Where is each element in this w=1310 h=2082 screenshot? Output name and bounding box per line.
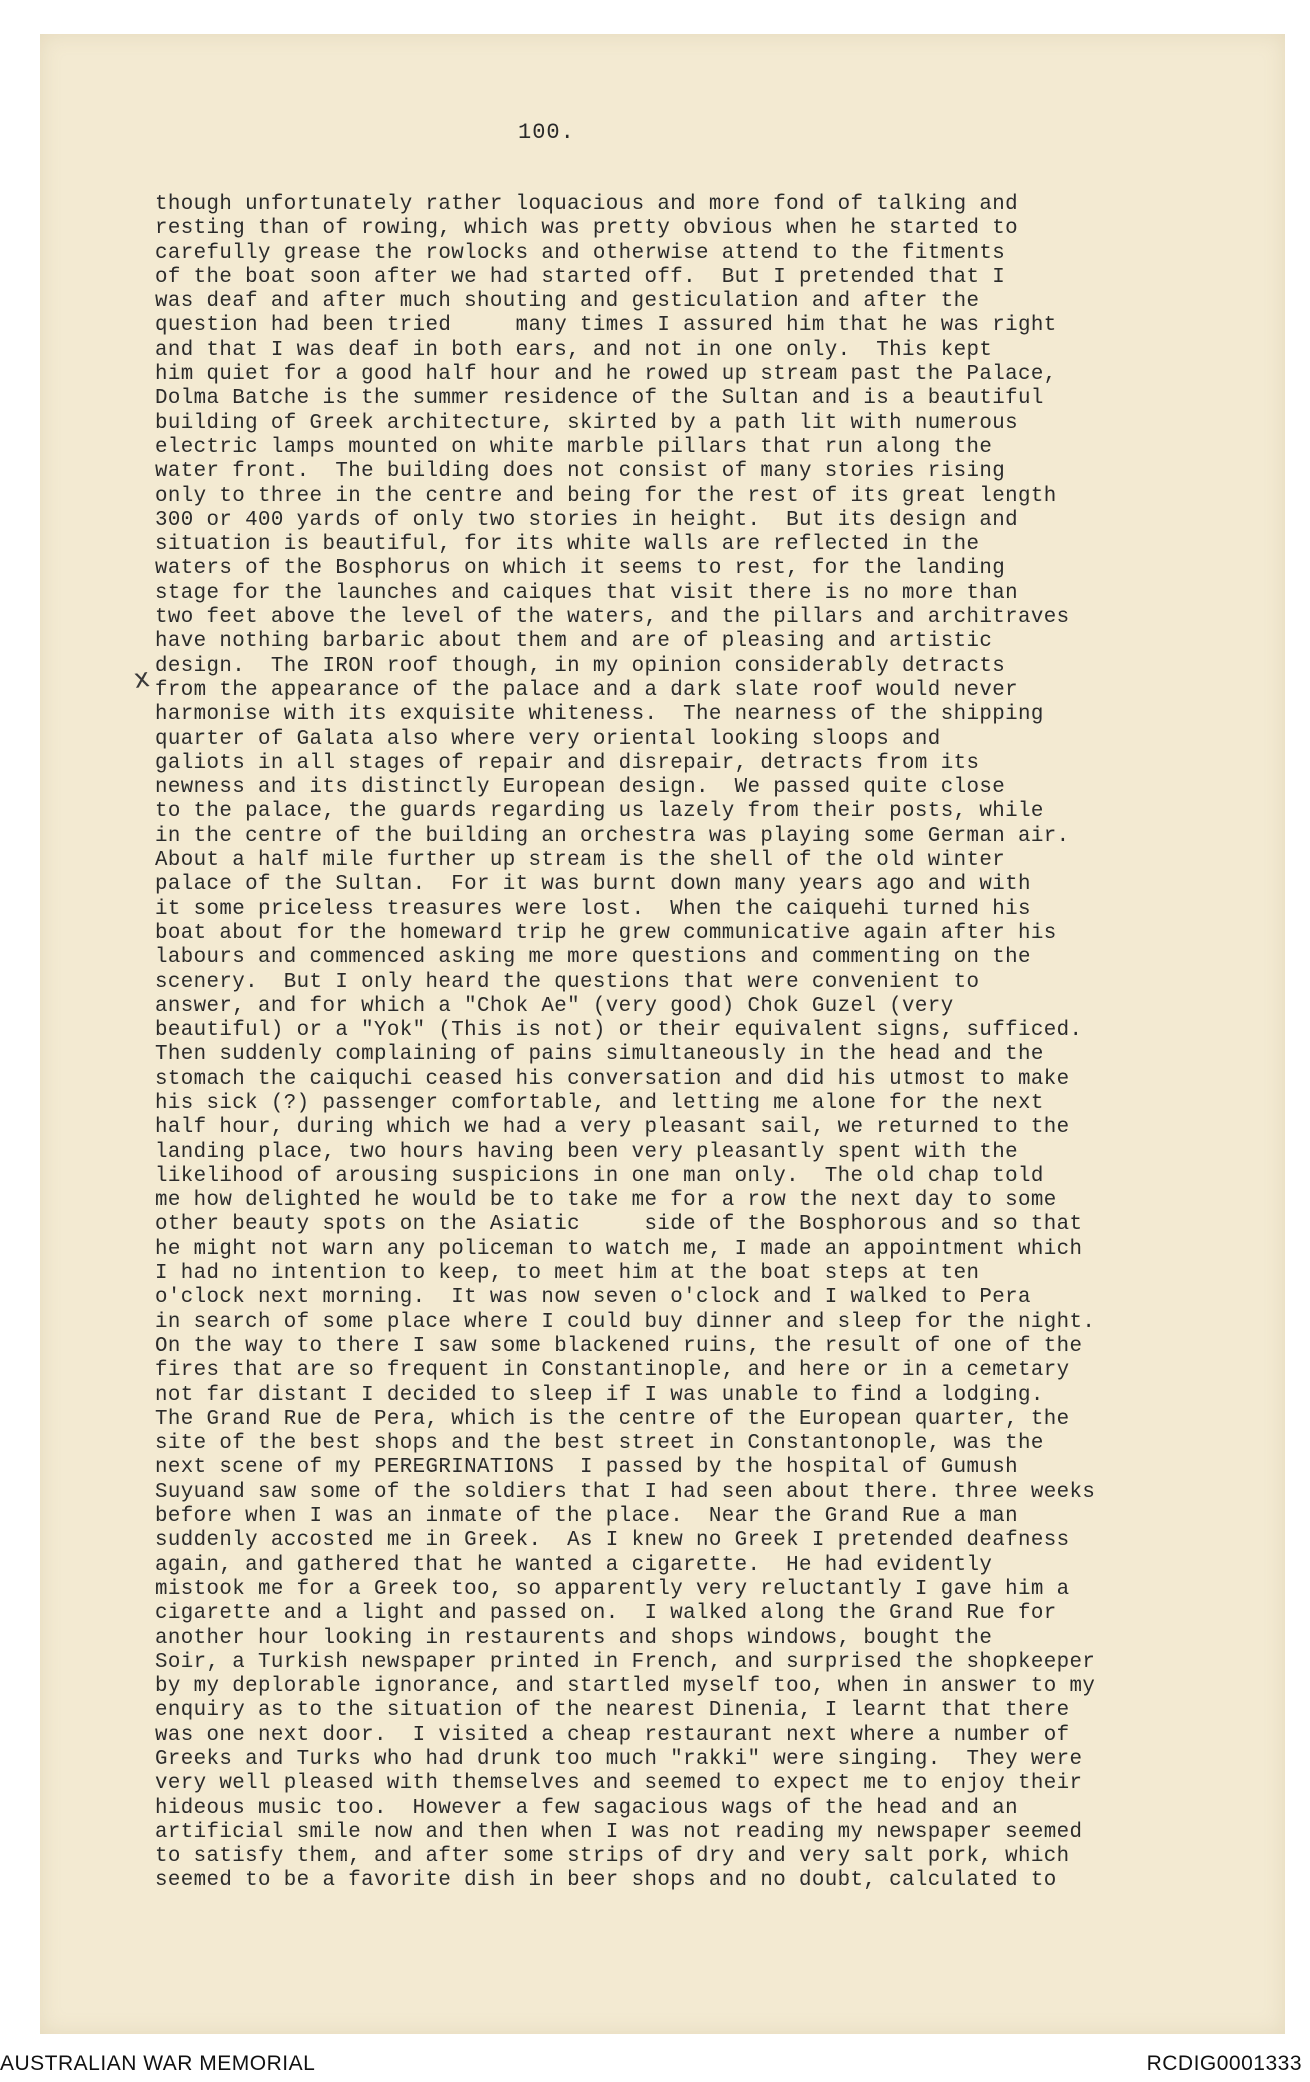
text-line: hideous music too. However a few sagacious wags of the head and an <box>155 1796 1018 1820</box>
text-line: water front. The building does not consist of many stories rising <box>155 460 1006 484</box>
text-line: harmonise with its exquisite whiteness. The nearness of the shipping <box>155 703 1044 727</box>
text-line: though unfortunately rather loquacious and more fond of talking and <box>155 193 1018 216</box>
text-line: seemed to be a favorite dish in beer shops and no doubt, calculated to <box>155 1869 1057 1893</box>
text-line: enquiry as to the situation of the nearest Dinenia, I learnt that there <box>155 1699 1070 1723</box>
text-line: beautiful) or a "Yok" (This is not) or their equivalent signs, sufficed. <box>155 1019 1083 1043</box>
text-line: artificial smile now and then when I was not reading my newspaper seemed <box>155 1820 1083 1844</box>
text-line: galiots in all stages of repair and disrepair, detracts from its <box>155 751 980 775</box>
text-line: cigarette and a light and passed on. I walked along the Grand Rue for <box>155 1602 1057 1626</box>
text-line: On the way to there I saw some blackened ruins, the result of one of the <box>155 1334 1083 1358</box>
text-line: he might not warn any policeman to watch me, I made an appointment which <box>155 1237 1083 1261</box>
text-line: next scene of my PEREGRINATIONS I passed by the hospital of Gumush <box>155 1456 1018 1480</box>
text-line: palace of the Sultan. For it was burnt down many years ago and with <box>155 873 1031 897</box>
text-line: site of the best shops and the best street in Constantonople, was the <box>155 1432 1044 1456</box>
text-line: question had been tried many times I assured him that he was right <box>155 314 1057 338</box>
text-line: mistook me for a Greek too, so apparently very reluctantly I gave him a <box>155 1577 1070 1601</box>
text-line: waters of the Bosphorus on which it seems to rest, for the landing <box>155 557 1006 581</box>
text-line: his sick (?) passenger comfortable, and letting me alone for the next <box>155 1091 1044 1115</box>
text-line: it some priceless treasures were lost. When the caiquehi turned his <box>155 897 1031 921</box>
text-line: Suyuand saw some of the soldiers that I had seen about there. three weeks <box>155 1480 1096 1504</box>
text-line: half hour, during which we had a very pleasant sail, we returned to the <box>155 1116 1070 1140</box>
text-line: boat about for the homeward trip he grew communicative again after his <box>155 921 1057 945</box>
text-line: building of Greek architecture, skirted by a path lit with numerous <box>155 411 1018 435</box>
text-line: to satisfy them, and after some strips of dry and very salt pork, which <box>155 1845 1070 1869</box>
text-line: was one next door. I visited a cheap restaurant next where a number of <box>155 1723 1070 1747</box>
text-line: stomach the caiquchi ceased his conversation and did his utmost to make <box>155 1067 1070 1091</box>
text-line: likelihood of arousing suspicions in one man only. The old chap told <box>155 1164 1044 1188</box>
footer-record-id: RCDIG0001333 <box>1146 2052 1302 2075</box>
text-line: from the appearance of the palace and a dark slate roof would never <box>155 678 1018 702</box>
text-line: landing place, two hours having been very pleasantly spent with the <box>155 1140 1018 1164</box>
text-line: was deaf and after much shouting and gesticulation and after the <box>155 290 980 314</box>
text-line: Soir, a Turkish newspaper printed in French, and surprised the shopkeeper <box>155 1650 1096 1674</box>
text-line: only to three in the centre and being for the rest of its great length <box>155 484 1057 508</box>
text-line: I had no intention to keep, to meet him at the boat steps at ten <box>155 1262 980 1286</box>
text-line: me how delighted he would be to take me for a row the next day to some <box>155 1189 1057 1213</box>
text-line: o'clock next morning. It was now seven o'clock and I walked to Pera <box>155 1286 1031 1310</box>
text-line: labours and commenced asking me more questions and commenting on the <box>155 946 1031 970</box>
text-line: not far distant I decided to sleep if I was unable to find a lodging. <box>155 1383 1044 1407</box>
text-line: of the boat soon after we had started off. But I pretended that I <box>155 265 1006 289</box>
text-line: answer, and for which a "Chok Ae" (very good) Chok Guzel (very <box>155 994 954 1018</box>
text-line: quarter of Galata also where very oriental looking sloops and <box>155 727 941 751</box>
text-line: by my deplorable ignorance, and startled myself too, when in answer to my <box>155 1675 1096 1699</box>
text-line: other beauty spots on the Asiatic side of the Bosphorous and so that <box>155 1213 1083 1237</box>
text-line: The Grand Rue de Pera, which is the centre of the European quarter, the <box>155 1407 1070 1431</box>
text-line: design. The IRON roof though, in my opinion considerably detracts <box>155 654 1006 678</box>
margin-mark: x <box>131 663 152 695</box>
text-line: situation is beautiful, for its white walls are reflected in the <box>155 533 980 557</box>
text-line: have nothing barbaric about them and are of pleasing and artistic <box>155 630 993 654</box>
text-line: very well pleased with themselves and seemed to expect me to enjoy their <box>155 1772 1083 1796</box>
typewritten-text-body <box>155 193 1265 1894</box>
text-line: to the palace, the guards regarding us lazely from their posts, while <box>155 800 1044 824</box>
text-line: two feet above the level of the waters, and the pillars and architraves <box>155 606 1070 630</box>
footer-archive-name: AUSTRALIAN WAR MEMORIAL <box>0 2052 316 2075</box>
text-line: 300 or 400 yards of only two stories in height. But its design and <box>155 508 1018 532</box>
text-line: and that I was deaf in both ears, and not in one only. This kept <box>155 338 993 362</box>
text-line: again, and gathered that he wanted a cigarette. He had evidently <box>155 1553 993 1577</box>
text-line: About a half mile further up stream is the shell of the old winter <box>155 849 1006 873</box>
text-line: in the centre of the building an orchestra was playing some German air. <box>155 824 1070 848</box>
text-line: before when I was an inmate of the place. Near the Grand Rue a man <box>155 1505 1018 1529</box>
text-line: carefully grease the rowlocks and otherwise attend to the fitments <box>155 241 1006 265</box>
text-line: resting than of rowing, which was pretty obvious when he started to <box>155 217 1018 241</box>
text-line: in search of some place where I could buy dinner and sleep for the night. <box>155 1310 1096 1334</box>
text-line: Greeks and Turks who had drunk too much "rakki" were singing. They were <box>155 1748 1083 1771</box>
text-line: fires that are so frequent in Constantinople, and here or in a cemetary <box>155 1359 1070 1383</box>
text-line: another hour looking in restaurents and shops windows, bought the <box>155 1626 993 1650</box>
text-line: scenery. But I only heard the questions that were convenient to <box>155 970 980 994</box>
text-line: stage for the launches and caiques that visit there is no more than <box>155 581 1018 605</box>
page-number: 100. <box>518 120 575 145</box>
text-line: Dolma Batche is the summer residence of the Sultan and is a beautiful <box>155 387 1044 411</box>
text-line: suddenly accosted me in Greek. As I knew no Greek I pretended deafness <box>155 1529 1070 1553</box>
text-line: him quiet for a good half hour and he rowed up stream past the Palace, <box>155 363 1057 387</box>
text-line: electric lamps mounted on white marble pillars that run along the <box>155 435 993 459</box>
text-line: newness and its distinctly European design. We passed quite close <box>155 776 1006 800</box>
text-line: Then suddenly complaining of pains simultaneously in the head and the <box>155 1043 1044 1067</box>
